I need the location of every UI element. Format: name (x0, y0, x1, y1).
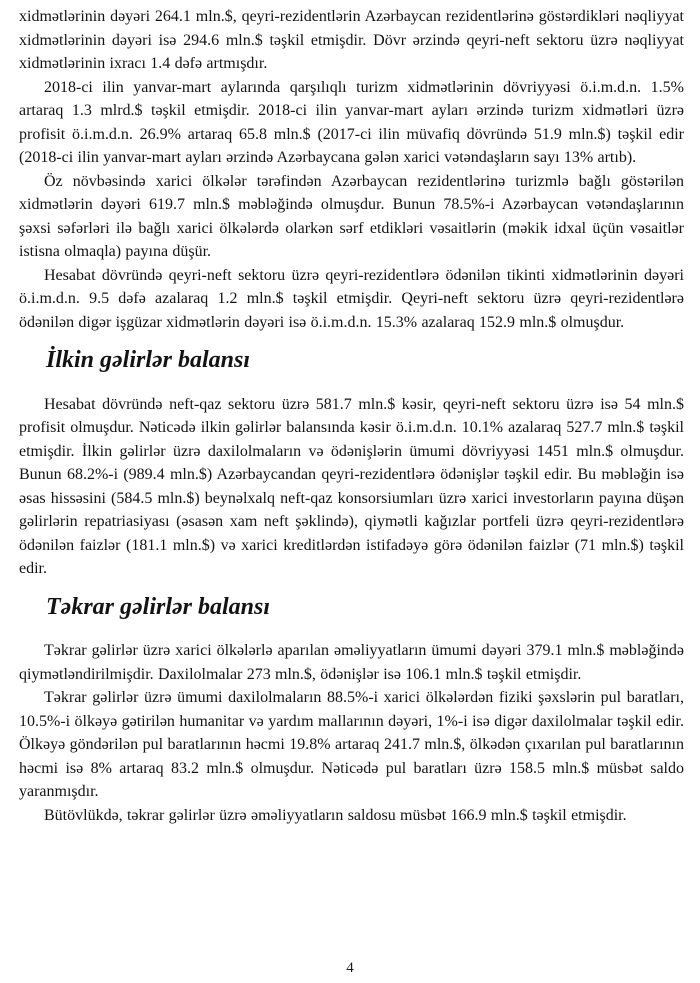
heading-primary-income-balance: İlkin gəlirlər balansı (46, 347, 251, 373)
para-secondary-income-total: Təkrar gəlirlər üzrə xarici ölkələrlə aparılan əməliyyatların ümumi dəyəri 379.1 mln.$ məbləğində qiymətləndirilmişdir. Daxilolmalar 273 mln.$, ödənişlər isə 106.1 mln.$ təşkil etmişdir. (19, 642, 684, 683)
para-transport-services: xidmətlərinin dəyəri 264.1 mln.$, qeyri-rezidentlərin Azərbaycan rezidentlərinə göstərdikləri nəqliyyat xidmətlərinin dəyəri isə 294.6 mln.$ təşkil etmişdir. Dövr ərzində qeyri-neft sektoru üzrə nəqliyyat xidmətlərinin ixracı 1.4 dəfə artmışdır. (19, 8, 684, 72)
para-tourism-payments: Öz növbəsində xarici ölkələr tərəfindən Azərbaycan rezidentlərinə turizmlə bağlı göstərilən xidmətlərin dəyəri 619.7 mln.$ məbləğində olmuşdur. Bunun 78.5%-i Azərbaycan vətəndaşlarının şəxsi səfərləri ilə bağlı xarici ölkələrdə olarkən sərf etdikləri vəsaitlərin (məkik idxal üçün vəsaitlər istisna olmaqla) payına düşür. (19, 172, 684, 260)
para-secondary-income-saldo: Bütövlükdə, təkrar gəlirlər üzrə əməliyyatların saldosu müsbət 166.9 mln.$ təşkil etmişdir. (44, 806, 627, 824)
para-tourism-turnover: 2018-ci ilin yanvar-mart aylarında qarşılıqlı turizm xidmətlərinin dövriyyəsi ö.i.m.d.n. 1.5% artaraq 1.3 mlrd.$ təşkil etmişdir. 2018-ci ilin yanvar-mart ayları ərzində turizm xidmətləri üzrə profisit ö.i.m.d.n. 26.9% artaraq 65.8 mln.$ (2017-ci ilin müvafiq dövründə 51.9 mln.$) təşkil edir (2018-ci ilin yanvar-mart ayları ərzində Azərbaycana gələn xarici vətəndaşların sayı 13% artıb). (19, 78, 684, 166)
para-construction-services: Hesabat dövründə qeyri-neft sektoru üzrə qeyri-rezidentlərə ödənilən tikinti xidmətlərinin dəyəri ö.i.m.d.n. 9.5 dəfə azalaraq 1.2 mln.$ təşkil etmişdir. Qeyri-neft sektoru üzrə qeyri-rezidentlərə ödənilən digər işgüzar xidmətlərin dəyəri isə ö.i.m.d.n. 15.3% azalaraq 152.9 mln.$ olmuşdur. (19, 266, 684, 331)
heading-secondary-income-balance: Təkrar gəlirlər balansı (46, 593, 271, 620)
para-primary-income: Hesabat dövründə neft-qaz sektoru üzrə 581.7 mln.$ kəsir, qeyri-neft sektoru üzrə isə 54 mln.$ profisit olmuşdur. Nəticədə ilkin gəlirlər balansında kəsir ö.i.m.d.n. 10.1% azalaraq 527.7 mln.$ təşkil etmişdir. İlkin gəlirlər üzrə daxilolmaların və ödənişlərin ümumi dövriyyəsi 1451 mln.$ olmuşdur. Bunun 68.2%-i (989.4 mln.$) Azərbaycandan qeyri-rezidentlərə ödənişlər təşkil edir. Bu məbləğin isə əsas hissəsini (584.5 mln.$) beynəlxalq neft-qaz konsorsiumları üzrə xarici investorların payına düşən gəlirlərin repatriasiyası (əsasən xam neft şəklində), qiymətli kağızlar portfeli üzrə qeyri-rezidentlərə ödənilən faizlər (181.1 mln.$) və xarici kreditlərdən istifadəyə görə ödənilən faizlər (71 mln.$) təşkil edir. (19, 395, 684, 577)
page-number: 4 (346, 960, 354, 976)
para-remittances: Təkrar gəlirlər üzrə ümumi daxilolmaların 88.5%-i xarici ölkələrdən fiziki şəxslərin pul baratları, 10.5%-i ölkəyə gətirilən humanitar və yardım mallarının dəyəri, 1%-i isə digər daxilolmalar təşkil edir. Ölkəyə göndərilən pul baratlarının həcmi 19.8% artaraq 241.7 mln.$, ölkədən çıxarılan pul baratlarının həcmi isə 8% artaraq 83.2 mln.$ olmuşdur. Nəticədə pul baratları üzrə 158.5 mln.$ müsbət saldo yaranmışdır. (19, 689, 684, 800)
